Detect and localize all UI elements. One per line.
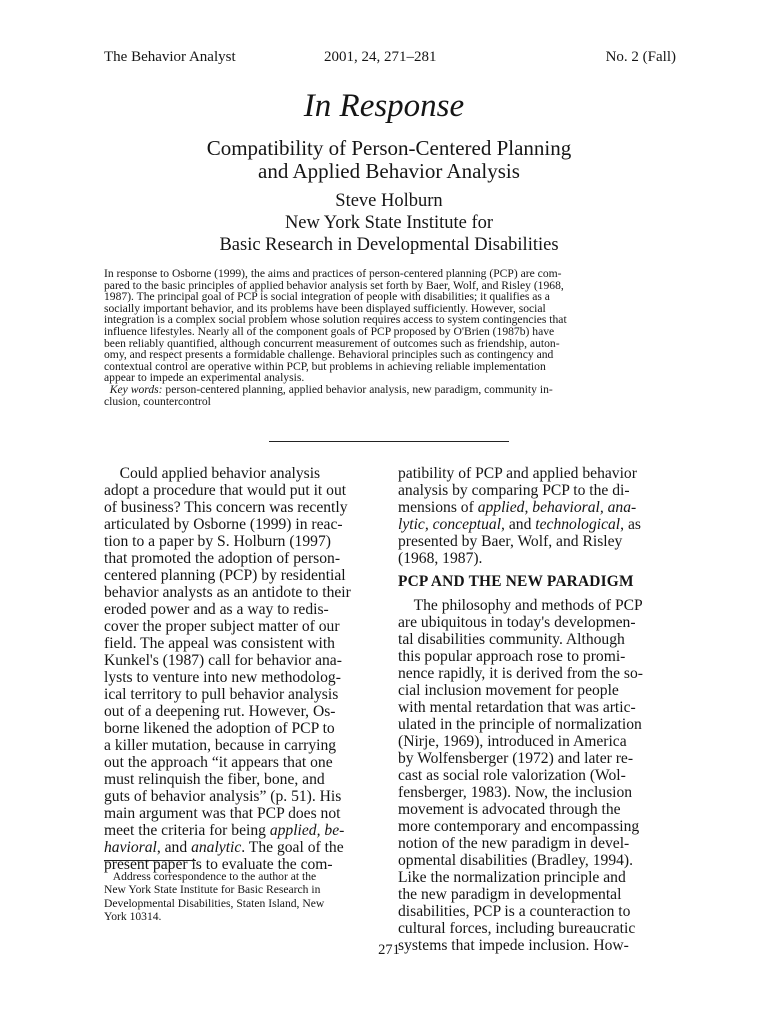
footnote-line: Developmental Disabilities, Staten Island, New: [104, 896, 325, 910]
body-line: [398, 516, 676, 533]
left-column: [104, 465, 380, 873]
body-line: main argument was that PCP does not: [104, 805, 341, 822]
body-line: (1968, 1987).: [398, 550, 483, 567]
emphasis-text: technological: [535, 516, 621, 533]
body-line: the new paradigm in developmental: [398, 886, 622, 903]
emphasis-text: analytic: [191, 839, 242, 856]
body-line-text: mensions of: [398, 499, 478, 516]
body-line: centered planning (PCP) by residential: [104, 567, 346, 584]
body-line: this popular approach rose to promi-: [398, 648, 626, 665]
body-line: [104, 465, 380, 482]
footnote-line: New York State Institute for Basic Research in: [104, 883, 321, 897]
body-line-text: meet the criteria for being: [104, 822, 270, 839]
body-line: more contemporary and encompassing: [398, 818, 640, 835]
body-line: out the approach “it appears that one: [104, 754, 333, 771]
emphasis-text: havioral: [104, 839, 157, 856]
emphasis-text: lytic, conceptual,: [398, 516, 505, 533]
footnote-divider: [104, 860, 196, 861]
affiliation-line: Basic Research in Developmental Disabilities: [219, 235, 559, 255]
footnote-line: York 10314.: [104, 909, 162, 923]
body-line: with mental retardation that was artic-: [398, 699, 636, 716]
abstract-line: pared to the basic principles of applied behavior analysis set forth by Baer, Wolf, and Risley (1968,: [104, 278, 564, 292]
body-line: [398, 499, 676, 516]
keywords-label: Key words:: [109, 382, 163, 396]
body-line: Kunkel's (1987) call for behavior ana-: [104, 652, 342, 669]
body-line: ical territory to pull behavior analysis: [104, 686, 339, 703]
abstract-divider: [269, 441, 509, 442]
body-line: eroded power and as a way to redis-: [104, 601, 329, 618]
body-line: [104, 839, 380, 856]
body-line: field. The appeal was consistent with: [104, 635, 335, 652]
body-line: [398, 597, 676, 614]
keywords-line: clusion, countercontrol: [104, 394, 211, 408]
abstract: [104, 268, 678, 407]
body-line: by Wolfensberger (1972) and later re-: [398, 750, 634, 767]
body-line: analysis by comparing PCP to the di-: [398, 482, 630, 499]
body-line-text: The philosophy and methods of PCP: [413, 597, 643, 614]
body-line: tal disabilities community. Although: [398, 631, 625, 648]
body-line: (Nirje, 1969), introduced in America: [398, 733, 627, 750]
body-line: present paper is to evaluate the com-: [104, 856, 333, 873]
body-line: behavior analysts as an antidote to their: [104, 584, 351, 601]
footnote: [104, 870, 380, 923]
abstract-line: been reliably quantified, although concurrent measurement of outcomes such as friendship, auton-: [104, 336, 560, 350]
author-block: [0, 190, 768, 256]
footnote-line: [104, 870, 380, 883]
body-line-text: , as: [620, 516, 641, 533]
body-line: articulated by Osborne (1999) in reac-: [104, 516, 343, 533]
body-line-text: , and: [156, 839, 192, 856]
body-line: a killer mutation, because in carrying: [104, 737, 337, 754]
author-name: Steve Holburn: [335, 191, 443, 211]
body-line: borne likened the adoption of PCP to: [104, 720, 335, 737]
body-line: cial inclusion movement for people: [398, 682, 619, 699]
body-line: guts of behavior analysis” (p. 51). His: [104, 788, 342, 805]
page-number: 271: [378, 942, 400, 958]
journal-name: The Behavior Analyst: [104, 49, 236, 65]
body-line: must relinquish the fiber, bone, and: [104, 771, 325, 788]
body-line: are ubiquitous in today's developmen-: [398, 614, 636, 631]
abstract-line: omy, and respect presents a formidable challenge. Behavioral principles such as contingency and: [104, 348, 554, 362]
title-line: Compatibility of Person-Centered Planning: [206, 136, 572, 160]
abstract-line: integration is a complex social problem whose solution requires access to system contingencies that: [104, 313, 567, 327]
body-line: out of a deepening rut. However, Os-: [104, 703, 336, 720]
body-line: disabilities, PCP is a counteraction to: [398, 903, 631, 920]
section-label: In Response: [303, 88, 465, 124]
emphasis-text: applied, be-: [269, 822, 345, 839]
running-head: [104, 49, 676, 69]
body-line: patibility of PCP and applied behavior: [398, 465, 637, 482]
emphasis-text: applied, behavioral, ana-: [477, 499, 637, 516]
abstract-line: 1987). The principal goal of PCP is social integration of people with disabilities; it qualifies as a: [104, 290, 550, 304]
body-line: movement is advocated through the: [398, 801, 621, 818]
issue-label: No. 2 (Fall): [605, 49, 676, 65]
body-line: Like the normalization principle and: [398, 869, 626, 886]
body-line: ulated in the principle of normalization: [398, 716, 642, 733]
body-line: tion to a paper by S. Holburn (1997): [104, 533, 331, 550]
body-line-text: . The goal of the: [241, 839, 344, 856]
keywords-text: person-centered planning, applied behavior analysis, new paradigm, community in-: [162, 382, 553, 396]
body-line: opmental disabilities (Bradley, 1994).: [398, 852, 634, 869]
body-line: that promoted the adoption of person-: [104, 550, 341, 567]
body-line: cast as social role valorization (Wol-: [398, 767, 626, 784]
affiliation-line: New York State Institute for: [284, 213, 494, 233]
body-line: cultural forces, including bureaucratic: [398, 920, 636, 937]
body-line: of business? This concern was recently: [104, 499, 348, 516]
body-line-text: and: [504, 516, 536, 533]
body-line: presented by Baer, Wolf, and Risley: [398, 533, 623, 550]
abstract-line: socially important behavior, and its problems have been displayed sufficiently. However, social: [104, 301, 546, 315]
body-line: nence rapidly, it is derived from the so-: [398, 665, 643, 682]
keywords-line: [104, 384, 678, 396]
body-line: fensberger, 1983). Now, the inclusion: [398, 784, 633, 801]
body-line: [104, 822, 380, 839]
abstract-line: influence lifestyles. Nearly all of the component goals of PCP proposed by O'Brien (1987b) have: [104, 324, 555, 338]
body-line: cover the proper subject matter of our: [104, 618, 340, 635]
abstract-line: appear to impede an experimental analysis.: [104, 371, 305, 385]
title-line: and Applied Behavior Analysis: [258, 159, 520, 183]
body-line-text: Could applied behavior analysis: [119, 465, 321, 482]
article-title: [0, 137, 768, 183]
volume-citation: 2001, 24, 271–281: [324, 49, 437, 65]
body-line: notion of the new paradigm in devel-: [398, 835, 630, 852]
body-line: adopt a procedure that would put it out: [104, 482, 347, 499]
body-line: lysts to venture into new methodolog-: [104, 669, 341, 686]
right-column-top: [398, 465, 676, 567]
right-column-body: [398, 597, 676, 954]
footnote-line-text: Address correspondence to the author at the: [112, 870, 317, 883]
section-heading: PCP AND THE NEW PARADIGM: [398, 573, 634, 590]
body-line: systems that impede inclusion. How-: [398, 937, 629, 954]
abstract-line: contextual control are operative within PCP, but problems in achieving reliable implementation: [104, 359, 546, 373]
abstract-line: In response to Osborne (1999), the aims and practices of person-centered planning (PCP) are com-: [104, 267, 562, 280]
